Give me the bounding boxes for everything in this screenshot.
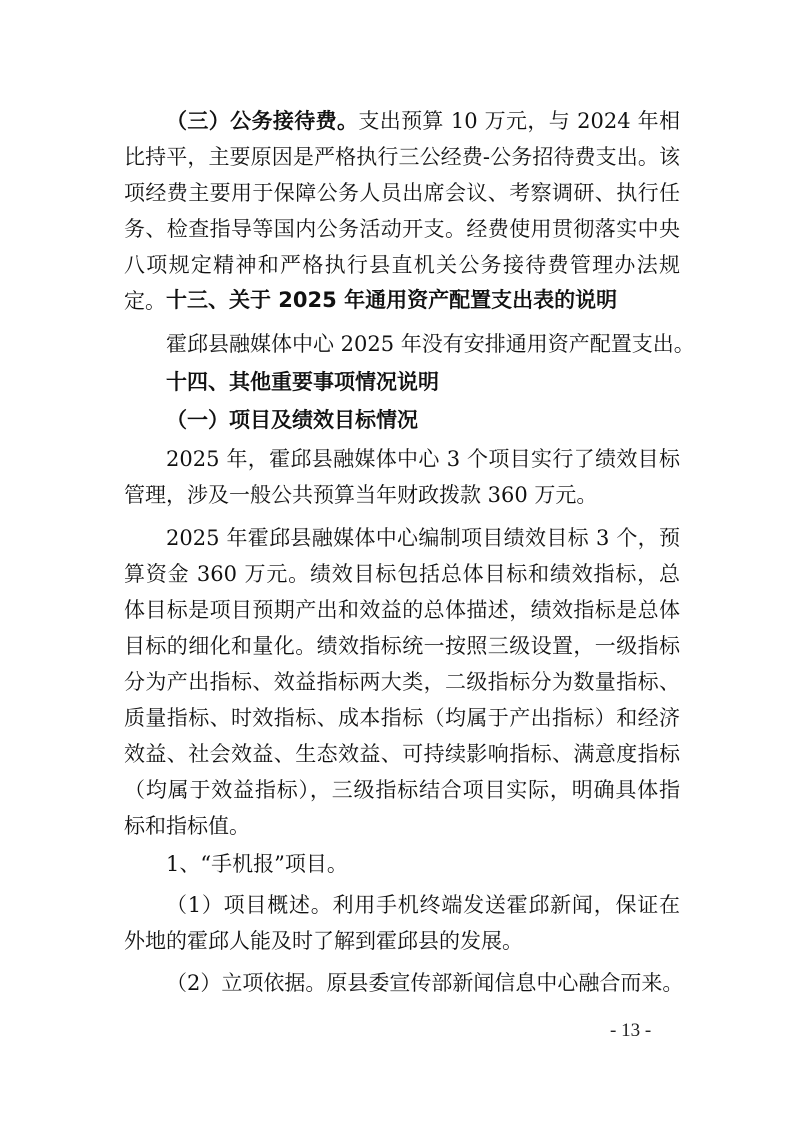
paragraph-asset-config: 霍邱县融媒体中心 2025 年没有安排通用资产配置支出。 — [166, 332, 695, 356]
paragraph-performance-projects: 2025 年，霍邱县融媒体中心 3 个项目实行了绩效目标管理，涉及一般公共预算当年财政拨款 360 万元。 — [124, 447, 680, 507]
section-heading-13: 十三、关于 2025 年通用资产配置支出表的说明 — [166, 288, 618, 312]
paragraph-project-title: 1、“手机报”项目。 — [166, 852, 348, 876]
paragraph-performance-targets: 2025 年霍邱县融媒体中心编制项目绩效目标 3 个，预算资金 360 万元。绩效目标包括总体目标和绩效指标，总体目标是项目预期产出和效益的总体描述，绩效指标是总体目标的细化和量化。绩效指标统一按照三级设置，一级指标分为产出指标、效益指标两大类，二级指标分为数量指标、质量指标、时效指标、成本指标（均属于产出指标）和经济效益、社会效益、生态效益、可持续影响指标、满意度指标（均属于效益指标），三级指标结合项目实际，明确具体指标和指标值。 — [124, 526, 680, 838]
paragraph-body: 支出预算 10 万元，与 2024 年相比持平，主要原因是严格执行三公经费-公务招待费支出。该项经费主要用于保障公务人员出席会议、考察调研、执行任务、检查指导等国内公务活动开支。经费使用贯彻落实中央八项规定精神和严格执行县直机关公务接待费管理办法规定。 — [124, 109, 680, 313]
subsection-heading-1: （一）项目及绩效目标情况 — [166, 408, 418, 432]
paragraph-lead-heading: （三）公务接待费。 — [166, 109, 359, 133]
paragraph-project-basis: （2）立项依据。原县委宣传部新闻信息中心融合而来。 — [166, 971, 684, 995]
paragraph-project-overview: （1）项目概述。利用手机终端发送霍邱新闻，保证在外地的霍邱人能及时了解到霍邱县的发展。 — [124, 893, 680, 953]
section-heading-14: 十四、其他重要事项情况说明 — [166, 370, 439, 394]
page-number: - 13 - — [610, 1020, 652, 1041]
